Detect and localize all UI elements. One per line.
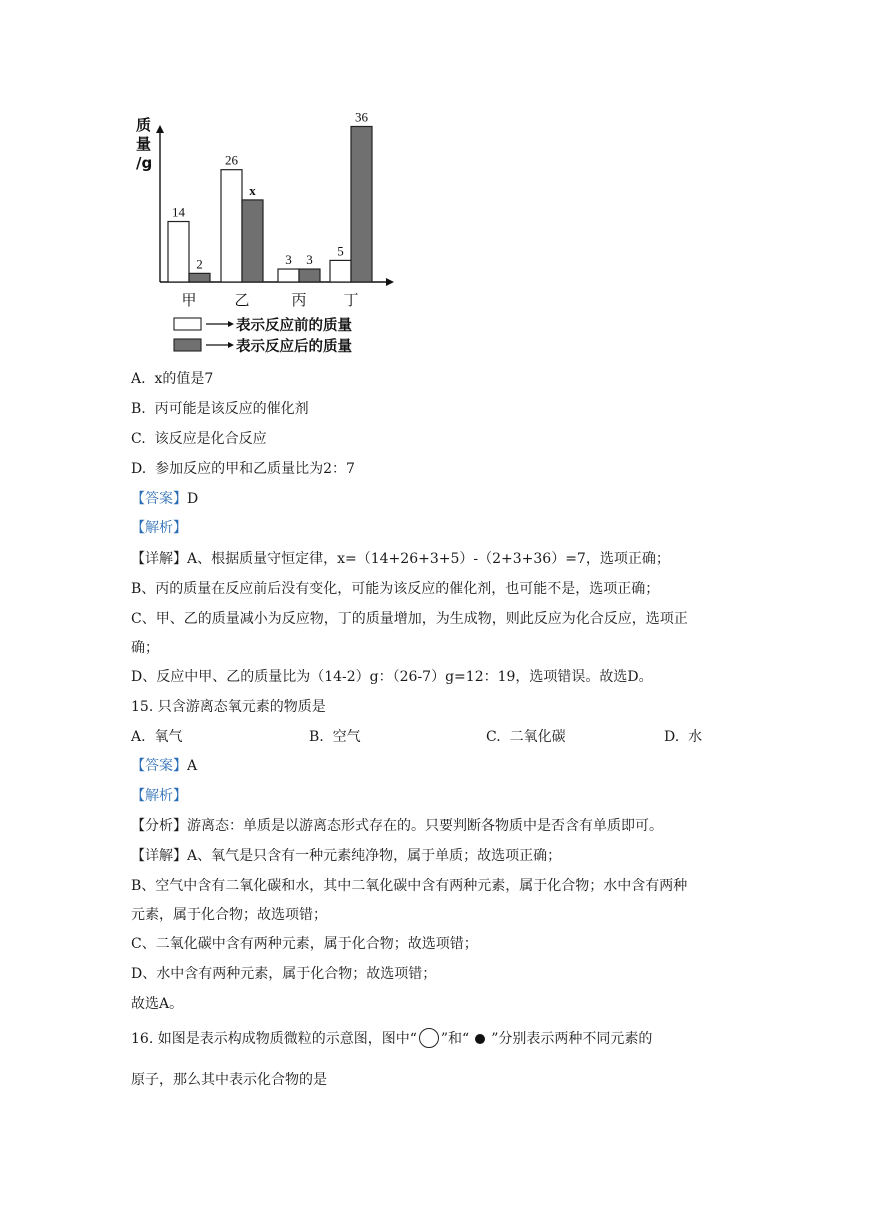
x-tick-label: 乙 (234, 291, 250, 309)
q14-detail-a: 【详解】A、根据质量守恒定律，x=（14+26+3+5）-（2+3+36）=7，选项正确； (131, 551, 670, 567)
bar-value-label: 14 (172, 204, 185, 220)
q14-detail-d: D、反应中甲、乙的质量比为（14-2）g：（26-7）g=12：19，选项错误。故选D。 (131, 669, 653, 685)
q15-option-b: B. 空气 (309, 729, 361, 745)
bar-value-label: 5 (337, 243, 344, 259)
x-tick-label: 丙 (291, 291, 307, 309)
q15-conclusion: 故选A。 (131, 996, 184, 1012)
y-axis-label-part: /g (136, 154, 153, 172)
x-axis-arrow (386, 278, 394, 286)
legend-arrow-head (228, 321, 234, 327)
q14-option-d: D. 参加反应的甲和乙质量比为2：7 (131, 461, 355, 477)
q14-detail-c: C、甲、乙的质量减小为反应物，丁的质量增加，为生成物，则此反应为化合反应，选项正 (131, 611, 688, 627)
q15-detail-c: C、二氧化碳中含有两种元素，属于化合物；故选项错； (131, 936, 478, 952)
q14-option-a: A. x的值是7 (131, 371, 214, 387)
legend-label: 表示反应后的质量 (236, 339, 352, 355)
bar-丁-after (351, 126, 372, 282)
q14-option-b: B. 丙可能是该反应的催化剂 (131, 401, 309, 417)
q15-answer: 【答案】A (131, 758, 198, 774)
q15-option-c: C. 二氧化碳 (486, 729, 566, 745)
hollow-circle-atom-icon (419, 1028, 439, 1048)
q15-detail-b-cont: 元素，属于化合物；故选项错； (131, 907, 327, 923)
bar-甲-before (168, 222, 189, 282)
bar-甲-after (189, 273, 210, 282)
bar-value-label: x (249, 182, 256, 198)
bar-value-label: 3 (285, 252, 292, 268)
filled-circle-atom-icon (475, 1034, 485, 1044)
bar-丙-after (299, 269, 320, 282)
q15-stem: 15. 只含游离态氧元素的物质是 (131, 699, 326, 715)
x-tick-label: 丁 (343, 291, 359, 309)
bar-丁-before (330, 260, 351, 282)
q14-detail-b: B、丙的质量在反应前后没有变化，可能为该反应的催化剂，也可能不是，选项正确； (131, 581, 660, 597)
bar-value-label: 26 (225, 152, 238, 168)
mass-bar-chart (128, 110, 398, 360)
q15-option-d: D. 水 (664, 729, 703, 745)
q14-option-c: C. 该反应是化合反应 (131, 431, 267, 447)
q15-detail-d: D、水中含有两种元素，属于化合物；故选项错； (131, 966, 437, 982)
q14-detail-c-cont: 确； (131, 640, 159, 656)
q15-options (131, 727, 731, 747)
q15-option-a: A. 氧气 (131, 729, 183, 745)
y-axis-label-part: 量 (136, 135, 152, 153)
y-axis-label-part: 质 (136, 116, 152, 134)
q14-analysis-tag: 【解析】 (131, 520, 187, 536)
q15-detail-a: 【详解】A、氧气是只含有一种元素纯净物，属于单质；故选项正确； (131, 848, 562, 864)
legend-arrow-head (228, 342, 234, 348)
y-axis-arrow (156, 125, 164, 133)
legend-label: 表示反应前的质量 (236, 318, 352, 334)
x-tick-label: 甲 (181, 291, 197, 309)
q16-stem-line2: 原子，那么其中表示化合物的是 (131, 1072, 327, 1088)
legend-swatch (174, 339, 201, 351)
q14-answer: 【答案】D (131, 491, 199, 507)
q16-stem: 16. 如图是表示构成物质微粒的示意图，图中“ ”和“ ”分别表示两种不同元素的 (131, 1028, 652, 1049)
bar-乙-after (242, 200, 263, 282)
bar-丙-before (278, 269, 299, 282)
bar-乙-before (221, 170, 242, 282)
bar-value-label: 3 (306, 252, 313, 268)
q15-fenxi: 【分析】游离态：单质是以游离态形式存在的。只要判断各物质中是否含有单质即可。 (131, 818, 663, 834)
q15-detail-b: B、空气中含有二氧化碳和水，其中二氧化碳中含有两种元素，属于化合物；水中含有两种 (131, 878, 688, 894)
bar-value-label: 36 (355, 110, 368, 125)
q15-analysis-tag: 【解析】 (131, 788, 187, 804)
legend-swatch (174, 318, 201, 330)
bar-value-label: 2 (196, 256, 203, 272)
